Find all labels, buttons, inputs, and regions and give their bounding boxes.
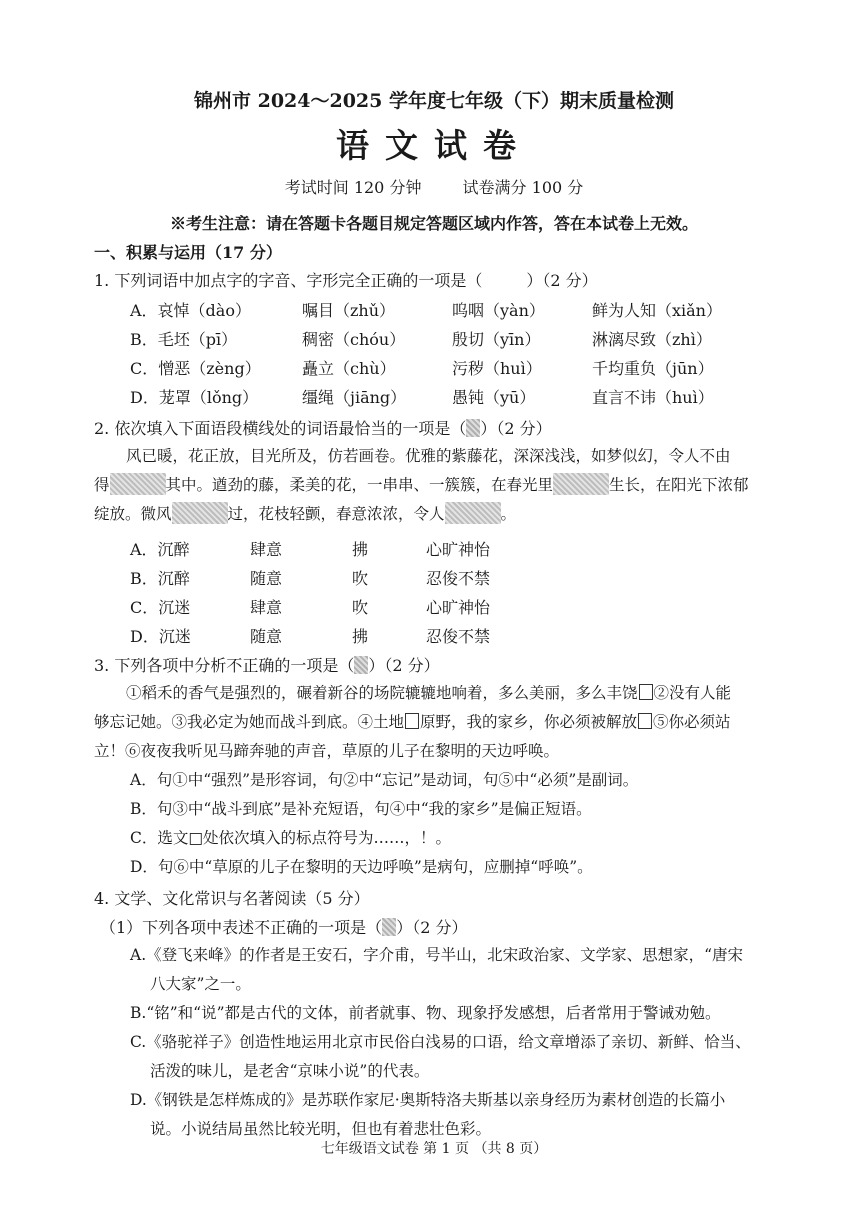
q4-options: A.《登飞来峰》的作者是王安石，字介甫，号半山，北宋政治家、文学家、思想家，“唐宋 八大家”之一。 B.“铭”和“说”都是古代的文体，前者就事、物、现象抒发感想，后者常用于警诫劝勉。 C.《骆驼祥子》创造性地运用北京市民俗白浅易的口语，给文章增添了亲切、新鲜、恰当、 活泼的味儿，是老舍“京味小说”的代表。 D.《钢铁是怎样炼成的》是苏联作家尼·奥斯特洛夫斯基以亲身经历为素材创造的长篇小 说。小说结局虽然比较光明，但也有着悲壮色彩。 xyxy=(130,941,782,1144)
fill-blank xyxy=(172,502,228,524)
fill-blank xyxy=(445,502,501,524)
question-1-stem: 1. 下列词语中加点字的字音、字形完全正确的一项是（ ）（2 分） xyxy=(94,271,598,290)
redaction-mark xyxy=(354,656,368,674)
q4-option-c: C.《骆驼祥子》创造性地运用北京市民俗白浅易的口语，给文章增添了亲切、新鲜、恰当、 xyxy=(130,1033,751,1051)
punctuation-box xyxy=(638,713,652,729)
fill-blank xyxy=(110,473,166,495)
question-3-stem: 3. 下列各项中分析不正确的一项是（ ）（2 分） xyxy=(94,656,440,675)
exam-notice: ※考生注意：请在答题卡各题目规定答题区域内作答，答在本试卷上无效。 xyxy=(169,214,698,233)
q3-option-a: A．句①中“强烈”是形容词，句②中“忘记”是动词，句⑤中“必须”是副词。 xyxy=(130,771,639,789)
q3-option-d: D．句⑥中“草原的儿子在黎明的天边呼唤”是病句，应删掉“呼唤”。 xyxy=(130,858,593,876)
question-2-stem: 2. 依次填入下面语段横线处的词语最恰当的一项是（ ）（2 分） xyxy=(94,419,552,438)
q3-option-b: B．句③中“战斗到底”是补充短语，句④中“我的家乡”是偏正短语。 xyxy=(130,800,592,818)
q4-option-b: B.“铭”和“说”都是古代的文体，前者就事、物、现象抒发感想，后者常用于警诫劝勉。 xyxy=(130,1004,721,1022)
exam-info xyxy=(0,175,868,198)
q4-option-a: A.《登飞来峰》的作者是王安石，字介甫，号半山，北宋政治家、文学家、思想家，“唐宋 xyxy=(130,946,744,964)
punctuation-box xyxy=(405,713,419,729)
page-footer: 七年级语文试卷 第 1 页 （共 8 页） xyxy=(320,1141,548,1157)
q3-passage: ①稻禾的香气是强烈的，碾着新谷的场院辘辘地响着，多么美丽，多么丰饶 ②没有人能 够忘记她。③我必定为她而战斗到底。④土地 原野，我的家乡，你必须被解放 ⑤你必须站 立！⑥夜夜我听见马蹄奔驰的声音，草原的儿子在黎明的天边呼唤。 xyxy=(94,684,732,760)
q4-option-d: D.《钢铁是怎样炼成的》是苏联作家尼·奥斯特洛夫斯基以亲身经历为素材创造的长篇小 xyxy=(130,1091,726,1109)
redaction-mark xyxy=(382,918,396,936)
redaction-mark xyxy=(466,419,480,437)
section-heading: 一、积累与运用（17 分） xyxy=(94,243,282,262)
exam-title-main: 语文试卷 xyxy=(336,126,532,165)
question-4-1-stem: （1）下列各项中表述不正确的一项是（ ）（2 分） xyxy=(100,918,468,937)
full-score: 试卷满分 100 分 xyxy=(462,178,584,197)
q2-passage: 风已暖，花正放，目光所及，仿若画卷。优雅的紫藤花，深深浅浅，如梦似幻，令人不由 得 其中。遒劲的藤，柔美的花，一串串、一簇簇，在春光里 生长，在阳光下浓郁 绽放。微风 过，花枝轻颤，春意浓浓，令人 。 xyxy=(94,447,749,523)
exam-time: 考试时间 120 分钟 xyxy=(284,178,422,197)
fill-blank xyxy=(553,473,609,495)
q3-option-c: C．选文□处依次填入的标点符号为……，！。 xyxy=(130,829,452,847)
question-4-stem: 4. 文学、文化常识与名著阅读（5 分） xyxy=(94,889,370,908)
exam-page: 锦州市 2024～2025 学年度七年级（下）期末质量检测 语文试卷 考试时间 120 分钟 试卷满分 100 分 ※考生注意：请在答题卡各题目规定答题区域内作答，答在本试卷上无效。 一、积累与运用（17 分） 1. 下列词语中加点字的字音、字形完全正确的一项是（ ）（2 分） A．哀悼（dào） 嘱目（zhǔ） 呜咽（yàn） 鲜为人知（xiǎn） B．毛坯（pī） 稠密（chóu） 殷切（yīn） 淋漓尽致（zhì） C．憎恶（zèng） 矗立（chù） 污秽（huì） 千均重负（jūn） D．茏罩（lǒng） 缰绳（jiāng） 愚钝（yū） 直言不讳（huì） 2. 依次填入下面语段横线处的词语最恰当的一项是（ ）（2 分） 风已暖，花正放，目光所及，仿若画卷。优雅的紫藤花，深深浅浅，如梦似幻，令人不由 得 其中。遒劲的藤，柔美的花，一串串、一簇簇，在春光里 生长，在阳光下浓郁 绽放。微风 过，花枝轻颤，春意浓浓，令人 。 A．沉醉 肆意 拂 心旷神怡 B．沉醉 随意 吹 忍俊不禁 C．沉迷 肆意 吹 心旷神怡 D．沉迷 随意 拂 忍俊不禁 3. 下列各项中分析不正确的一项是（ ）（2 分） ①稻禾的香气是强烈的，碾着新谷的场院辘辘地响着，多么美丽，多么丰饶 ②没有人能 够忘记她。③我必定为她而战斗到底。④土地 原野，我的家乡，你必须被解放 ⑤你必须站 立！⑥夜夜我听见马蹄奔驰的声音，草原的儿子在黎明的天边呼唤。 A．句①中“强烈”是形容词，句②中“忘记”是动词，句⑤中“必须”是副词。 B．句③中“战斗到底”是补充短语，句④中“我的家乡”是偏正短语。 C．选文□处依次填入的标点符号为……，！。 D．句⑥中“草原的儿子在黎明的天边呼唤”是病句，应删掉“呼唤”。 4. 文学、文化常识与名著阅读（5 分） （1）下列各项中表述不正确的一项是（ ）（2 分） A.《登飞来峰》的作者是王安石，字介甫，号半山，北宋政治家、文学家、思想家，“唐宋 八大家”之一。 B.“铭”和“说”都是古代的文体，前者就事、物、现象抒发感想，后者常用于警诫劝勉。 C.《骆驼祥子》创造性地运用北京市民俗白浅易的口语，给文章增添了亲切、新鲜、恰当、 活泼的味儿，是老舍“京味小说”的代表。 D.《钢铁是怎样炼成的》是苏联作家尼·奥斯特洛夫斯基以亲身经历为素材创造的长篇小 说。小说结局虽然比较光明，但也有着悲壮色彩。 七年级语文试卷 第 1 页 （共 8 页） xyxy=(0,0,868,1228)
q3-options xyxy=(130,766,782,882)
exam-title-line: 锦州市 2024～2025 学年度七年级（下）期末质量检测 xyxy=(194,90,674,112)
punctuation-box xyxy=(639,684,653,700)
